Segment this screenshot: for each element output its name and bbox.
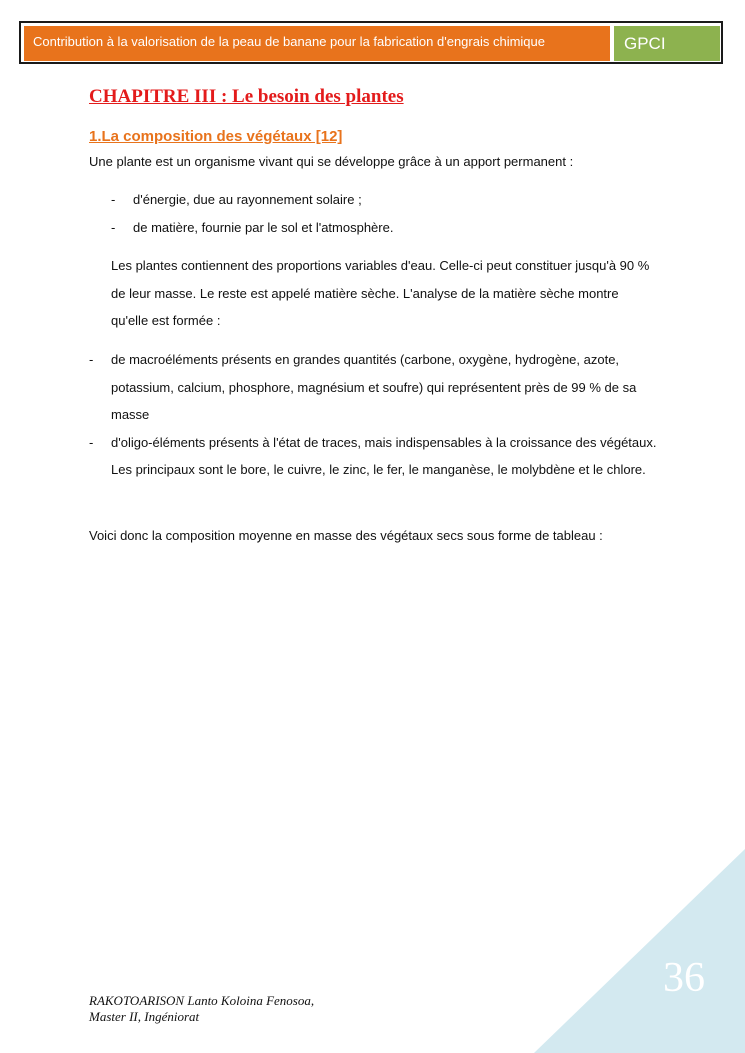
list-item <box>89 429 657 484</box>
list-item-text: d'énergie, due au rayonnement solaire ; <box>133 192 362 207</box>
list-item <box>111 186 393 214</box>
list-item-text: d'oligo-éléments présents à l'état de traces, mais indispensables à la croissance des végétaux. Les principaux sont le bore, le cuivre, le zinc, le fer, le manganèse, le molybdène et le chlore. <box>111 434 657 477</box>
bullet-dash: - <box>89 434 94 450</box>
water-paragraph: Les plantes contiennent des proportions variables d'eau. Celle-ci peut constituer jusqu'à 90 % de leur masse. Le reste est appelé matière sèche. L'analyse de la matière sèche montre qu'elle est formée : <box>111 258 650 328</box>
intro-paragraph: Une plante est un organisme vivant qui se développe grâce à un apport permanent : <box>89 154 574 169</box>
page-header <box>19 21 723 64</box>
bullet-dash: - <box>111 220 116 235</box>
list-item <box>111 214 393 242</box>
outro-paragraph: Voici donc la composition moyenne en masse des végétaux secs sous forme de tableau : <box>89 528 603 543</box>
list-item <box>89 346 657 429</box>
list-item-text: de macroéléments présents en grandes quantités (carbone, oxygène, hydrogène, azote, potassium, calcium, phosphore, magnésium et soufre) qui représentent près de 99 % de sa masse <box>111 352 637 422</box>
footer <box>89 993 314 1025</box>
bullet-dash: - <box>111 192 116 207</box>
footer-degree: Master II, Ingéniorat <box>89 1009 200 1024</box>
page-number: 36 <box>663 955 705 1001</box>
bullet-dash: - <box>89 352 94 367</box>
header-title: Contribution à la valorisation de la peau de banane pour la fabrication d'engrais chimique <box>24 26 610 61</box>
chapter-title: CHAPITRE III : Le besoin des plantes <box>89 86 404 107</box>
list-item-text: de matière, fournie par le sol et l'atmosphère. <box>133 220 394 235</box>
section-title: 1.La composition des végétaux [12] <box>89 128 343 145</box>
corner-triangle-decoration <box>534 849 745 1053</box>
footer-author: RAKOTOARISON Lanto Koloina Fenosoa, <box>89 993 315 1008</box>
header-code: GPCI <box>614 26 720 61</box>
elements-list <box>89 346 657 484</box>
supplies-list <box>111 186 393 242</box>
